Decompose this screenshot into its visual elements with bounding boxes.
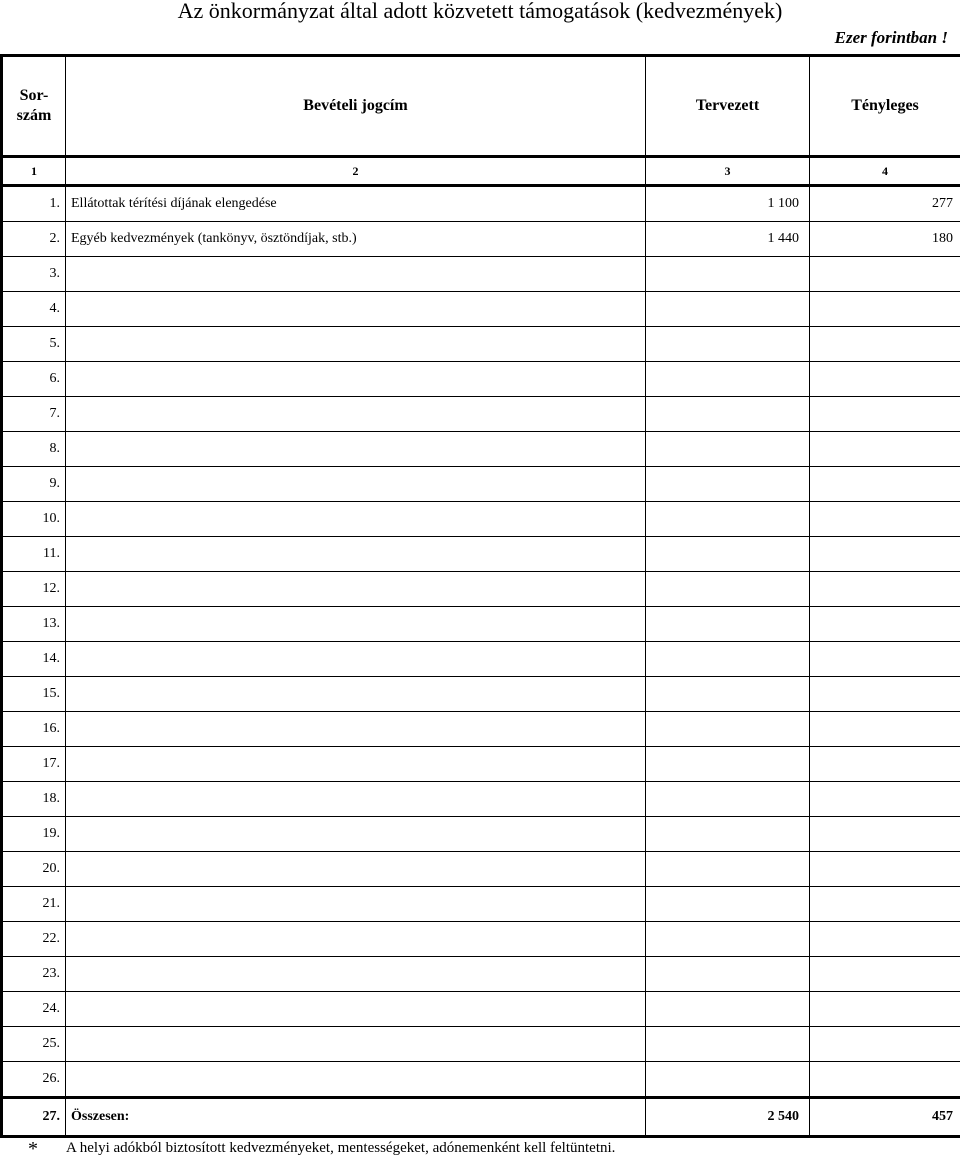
row-number: 12. bbox=[2, 572, 66, 607]
row-actual bbox=[810, 782, 960, 817]
row-planned bbox=[646, 327, 810, 362]
row-actual bbox=[810, 362, 960, 397]
row-planned bbox=[646, 502, 810, 537]
table-row bbox=[2, 607, 960, 642]
row-number: 16. bbox=[2, 712, 66, 747]
row-actual bbox=[810, 817, 960, 852]
column-number: 3 bbox=[646, 157, 810, 186]
col-header-tervezett: Tervezett bbox=[646, 56, 810, 157]
table-row bbox=[2, 1027, 960, 1062]
table-row bbox=[2, 432, 960, 467]
table-row bbox=[2, 327, 960, 362]
row-label bbox=[66, 677, 646, 712]
row-label bbox=[66, 712, 646, 747]
row-number: 5. bbox=[2, 327, 66, 362]
row-label bbox=[66, 747, 646, 782]
table-row bbox=[2, 572, 960, 607]
row-number: 17. bbox=[2, 747, 66, 782]
row-label bbox=[66, 992, 646, 1027]
col-header-sorszam-line2: szám bbox=[16, 107, 52, 124]
row-planned bbox=[646, 887, 810, 922]
row-label bbox=[66, 327, 646, 362]
row-label bbox=[66, 537, 646, 572]
row-label bbox=[66, 607, 646, 642]
unit-note: Ezer forintban ! bbox=[834, 28, 948, 47]
table-row bbox=[2, 782, 960, 817]
row-actual: 180 bbox=[810, 222, 960, 257]
footnote-text: A helyi adókból biztosított kedvezményeket, mentességeket, adónemenként kell feltüntetni. bbox=[66, 1140, 616, 1156]
row-planned bbox=[646, 957, 810, 992]
row-actual bbox=[810, 1027, 960, 1062]
row-actual bbox=[810, 712, 960, 747]
col-header-jogcim: Bevételi jogcím bbox=[66, 56, 646, 157]
row-label bbox=[66, 887, 646, 922]
column-number: 2 bbox=[66, 157, 646, 186]
row-number: 21. bbox=[2, 887, 66, 922]
row-planned bbox=[646, 467, 810, 502]
row-planned: 1 100 bbox=[646, 186, 810, 222]
table-row bbox=[2, 362, 960, 397]
header-row bbox=[2, 56, 960, 157]
table-row bbox=[2, 467, 960, 502]
row-actual bbox=[810, 922, 960, 957]
row-actual bbox=[810, 467, 960, 502]
table-row bbox=[2, 922, 960, 957]
table-row bbox=[2, 992, 960, 1027]
row-number: 2. bbox=[2, 222, 66, 257]
table-row bbox=[2, 887, 960, 922]
table-row bbox=[2, 186, 960, 222]
footnote-marker: * bbox=[28, 1138, 38, 1160]
row-number: 24. bbox=[2, 992, 66, 1027]
row-planned bbox=[646, 852, 810, 887]
row-label bbox=[66, 642, 646, 677]
table-row bbox=[2, 712, 960, 747]
row-actual bbox=[810, 502, 960, 537]
row-planned bbox=[646, 922, 810, 957]
row-planned bbox=[646, 817, 810, 852]
table-row bbox=[2, 817, 960, 852]
row-planned bbox=[646, 292, 810, 327]
table-row bbox=[2, 397, 960, 432]
row-actual bbox=[810, 257, 960, 292]
table-row bbox=[2, 257, 960, 292]
row-label bbox=[66, 362, 646, 397]
table-row bbox=[2, 677, 960, 712]
row-planned bbox=[646, 432, 810, 467]
subsidy-table bbox=[0, 54, 960, 1138]
row-number: 26. bbox=[2, 1062, 66, 1098]
row-planned bbox=[646, 747, 810, 782]
col-header-tenyleges: Tényleges bbox=[810, 56, 960, 157]
row-actual bbox=[810, 572, 960, 607]
row-actual bbox=[810, 852, 960, 887]
row-number: 3. bbox=[2, 257, 66, 292]
row-actual bbox=[810, 327, 960, 362]
row-planned: 2 540 bbox=[646, 1098, 810, 1137]
row-number: 20. bbox=[2, 852, 66, 887]
row-actual bbox=[810, 887, 960, 922]
row-number: 9. bbox=[2, 467, 66, 502]
row-actual bbox=[810, 432, 960, 467]
row-number: 1. bbox=[2, 186, 66, 222]
row-number: 8. bbox=[2, 432, 66, 467]
row-number: 23. bbox=[2, 957, 66, 992]
row-planned bbox=[646, 782, 810, 817]
row-actual bbox=[810, 1062, 960, 1098]
row-number: 10. bbox=[2, 502, 66, 537]
row-planned bbox=[646, 537, 810, 572]
column-number: 1 bbox=[2, 157, 66, 186]
row-number: 7. bbox=[2, 397, 66, 432]
table-row bbox=[2, 747, 960, 782]
row-number: 13. bbox=[2, 607, 66, 642]
row-label bbox=[66, 1027, 646, 1062]
row-actual bbox=[810, 642, 960, 677]
row-label: Egyéb kedvezmények (tankönyv, ösztöndíjak, stb.) bbox=[66, 222, 646, 257]
row-number: 19. bbox=[2, 817, 66, 852]
row-label bbox=[66, 852, 646, 887]
row-planned: 1 440 bbox=[646, 222, 810, 257]
row-label bbox=[66, 397, 646, 432]
row-number: 14. bbox=[2, 642, 66, 677]
row-actual bbox=[810, 292, 960, 327]
row-label bbox=[66, 432, 646, 467]
row-label bbox=[66, 467, 646, 502]
row-number: 15. bbox=[2, 677, 66, 712]
col-header-sorszam-line1: Sor- bbox=[19, 87, 49, 104]
row-label bbox=[66, 817, 646, 852]
row-planned bbox=[646, 677, 810, 712]
row-number: 11. bbox=[2, 537, 66, 572]
row-actual bbox=[810, 677, 960, 712]
row-number: 25. bbox=[2, 1027, 66, 1062]
table-row bbox=[2, 222, 960, 257]
col-header-sorszam bbox=[2, 56, 66, 157]
table-row bbox=[2, 1062, 960, 1098]
row-actual bbox=[810, 607, 960, 642]
column-number: 4 bbox=[810, 157, 960, 186]
row-actual bbox=[810, 397, 960, 432]
page-title: Az önkormányzat által adott közvetett támogatások (kedvezmények) bbox=[177, 0, 783, 23]
table-row bbox=[2, 642, 960, 677]
row-planned bbox=[646, 257, 810, 292]
row-label bbox=[66, 782, 646, 817]
row-number: 27. bbox=[2, 1098, 66, 1137]
row-actual bbox=[810, 992, 960, 1027]
row-planned bbox=[646, 712, 810, 747]
row-label bbox=[66, 572, 646, 607]
row-actual: 277 bbox=[810, 186, 960, 222]
table-row bbox=[2, 292, 960, 327]
row-planned bbox=[646, 362, 810, 397]
row-label: Ellátottak térítési díjának elengedése bbox=[66, 186, 646, 222]
row-number: 4. bbox=[2, 292, 66, 327]
row-planned bbox=[646, 992, 810, 1027]
row-label bbox=[66, 922, 646, 957]
total-row bbox=[2, 1098, 960, 1137]
footnote bbox=[0, 1138, 960, 1161]
row-number: 22. bbox=[2, 922, 66, 957]
row-planned bbox=[646, 607, 810, 642]
row-label bbox=[66, 502, 646, 537]
row-planned bbox=[646, 572, 810, 607]
table-row bbox=[2, 502, 960, 537]
row-actual: 457 bbox=[810, 1098, 960, 1137]
row-planned bbox=[646, 1027, 810, 1062]
column-number-row bbox=[2, 157, 960, 186]
row-label bbox=[66, 957, 646, 992]
table-row bbox=[2, 537, 960, 572]
row-number: 6. bbox=[2, 362, 66, 397]
row-number: 18. bbox=[2, 782, 66, 817]
row-planned bbox=[646, 642, 810, 677]
row-label bbox=[66, 292, 646, 327]
row-label bbox=[66, 1062, 646, 1098]
row-planned bbox=[646, 397, 810, 432]
row-actual bbox=[810, 537, 960, 572]
row-planned bbox=[646, 1062, 810, 1098]
row-label bbox=[66, 257, 646, 292]
row-label: Összesen: bbox=[66, 1098, 646, 1137]
table-row bbox=[2, 957, 960, 992]
row-actual bbox=[810, 957, 960, 992]
row-actual bbox=[810, 747, 960, 782]
table-row bbox=[2, 852, 960, 887]
